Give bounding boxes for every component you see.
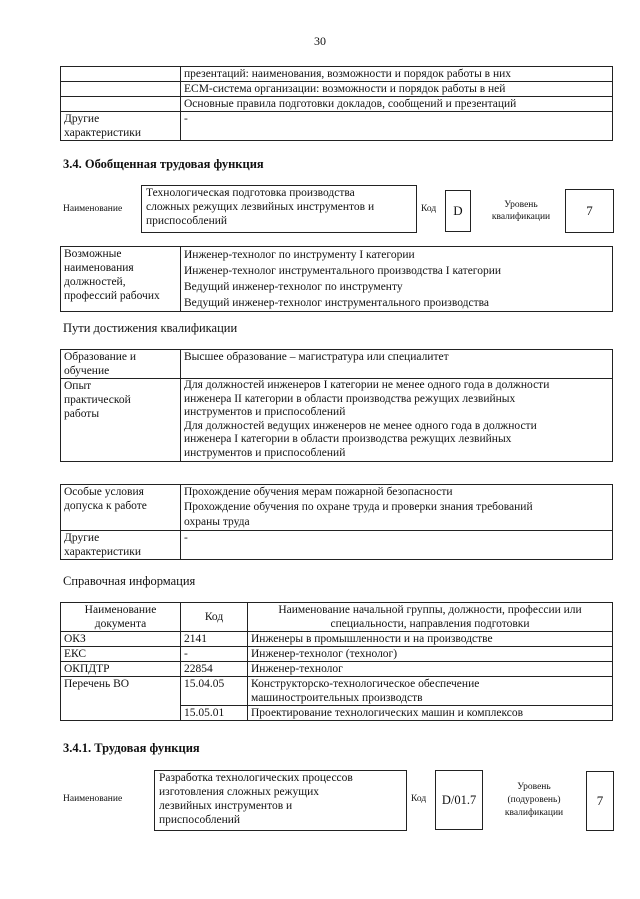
other-characteristics-value: - xyxy=(181,531,613,560)
level-value-box: 7 xyxy=(586,771,614,831)
reference-table xyxy=(60,602,613,721)
table-row: 15.05.01 Проектирование технологических машин и комплексов xyxy=(61,706,613,721)
education-value: Высшее образование – магистратура или специалитет xyxy=(181,350,613,379)
possible-positions-table xyxy=(60,246,613,312)
experience-value: Для должностей инженеров I категории не менее одного года в должности инженера II категории в области производства режущих лезвийных инструментов и приспособлений Для должностей ведущих инженеров не менее одного года в должности инженера I категории в области производства режущих лезвийных инструментов и приспособлений xyxy=(181,379,613,462)
position-item: Инженер-технолог по инструменту I категории xyxy=(184,249,415,261)
admission-conditions-table xyxy=(60,484,613,560)
position-item: Инженер-технолог инструментального производства I категории xyxy=(184,265,502,277)
positions-list xyxy=(181,247,613,312)
positions-label: Возможные наименования должностей, профессий рабочих xyxy=(61,247,181,312)
top-continuation-table xyxy=(60,66,613,141)
table-row: ОКПДТР 22854 Инженер-технолог xyxy=(61,662,613,677)
level-label: Уровень (подуровень) квалификации xyxy=(504,782,564,818)
education-label: Образование и обучение xyxy=(61,350,181,379)
name-label: Наименование xyxy=(63,794,123,804)
function-name-box: Разработка технологических процессов изготовления сложных режущих лезвийных инструментов и приспособлений xyxy=(154,770,407,831)
page-number: 30 xyxy=(314,34,326,48)
header-document: Наименование документа xyxy=(61,603,181,632)
position-item: Ведущий инженер-технолог по инструменту xyxy=(184,281,403,293)
section-heading-3-4-1: 3.4.1. Трудовая функция xyxy=(63,741,200,755)
conditions-value: Прохождение обучения мерам пожарной безопасности Прохождение обучения по охране труда и проверки знания требований охраны труда xyxy=(181,485,613,531)
knowledge-line: презентаций: наименования, возможности и порядок работы в них xyxy=(184,68,512,80)
level-value-box: 7 xyxy=(565,189,614,233)
position-item: Ведущий инженер-технолог инструментального производства xyxy=(184,297,489,309)
other-characteristics-value: - xyxy=(181,112,613,141)
header-code: Код xyxy=(181,603,248,632)
knowledge-line: Основные правила подготовки докладов, сообщений и презентаций xyxy=(184,98,517,110)
table-row: ЕКС - Инженер-технолог (технолог) xyxy=(61,647,613,662)
experience-label: Опыт практической работы xyxy=(61,379,181,462)
function-name-box: Технологическая подготовка производства сложных режущих лезвийных инструментов и приспособлений xyxy=(141,185,417,233)
table-row: Перечень ВО 15.04.05 Конструкторско-технологическое обеспечение машиностроительных производств xyxy=(61,677,613,706)
conditions-label: Особые условия допуска к работе xyxy=(61,485,181,531)
other-characteristics-label: Другие характеристики xyxy=(61,112,181,141)
qualification-table xyxy=(60,349,613,462)
paths-title: Пути достижения квалификации xyxy=(63,321,238,335)
code-value-box: D/01.7 xyxy=(435,770,483,830)
reference-title: Справочная информация xyxy=(63,574,196,588)
section-heading-3-4: 3.4. Обобщенная трудовая функция xyxy=(63,157,264,171)
code-label: Код xyxy=(411,794,427,804)
header-name: Наименование начальной группы, должности, профессии или специальности, направления подготовки xyxy=(248,603,613,632)
code-label: Код xyxy=(421,204,437,214)
name-label: Наименование xyxy=(63,204,123,214)
code-value-box: D xyxy=(445,190,471,232)
table-row: ОКЗ 2141 Инженеры в промышленности и на производстве xyxy=(61,632,613,647)
level-label: Уровень квалификации xyxy=(491,200,551,222)
other-characteristics-label: Другие характеристики xyxy=(61,531,181,560)
knowledge-line: ЕСМ-система организации: возможности и порядок работы в ней xyxy=(184,83,506,95)
